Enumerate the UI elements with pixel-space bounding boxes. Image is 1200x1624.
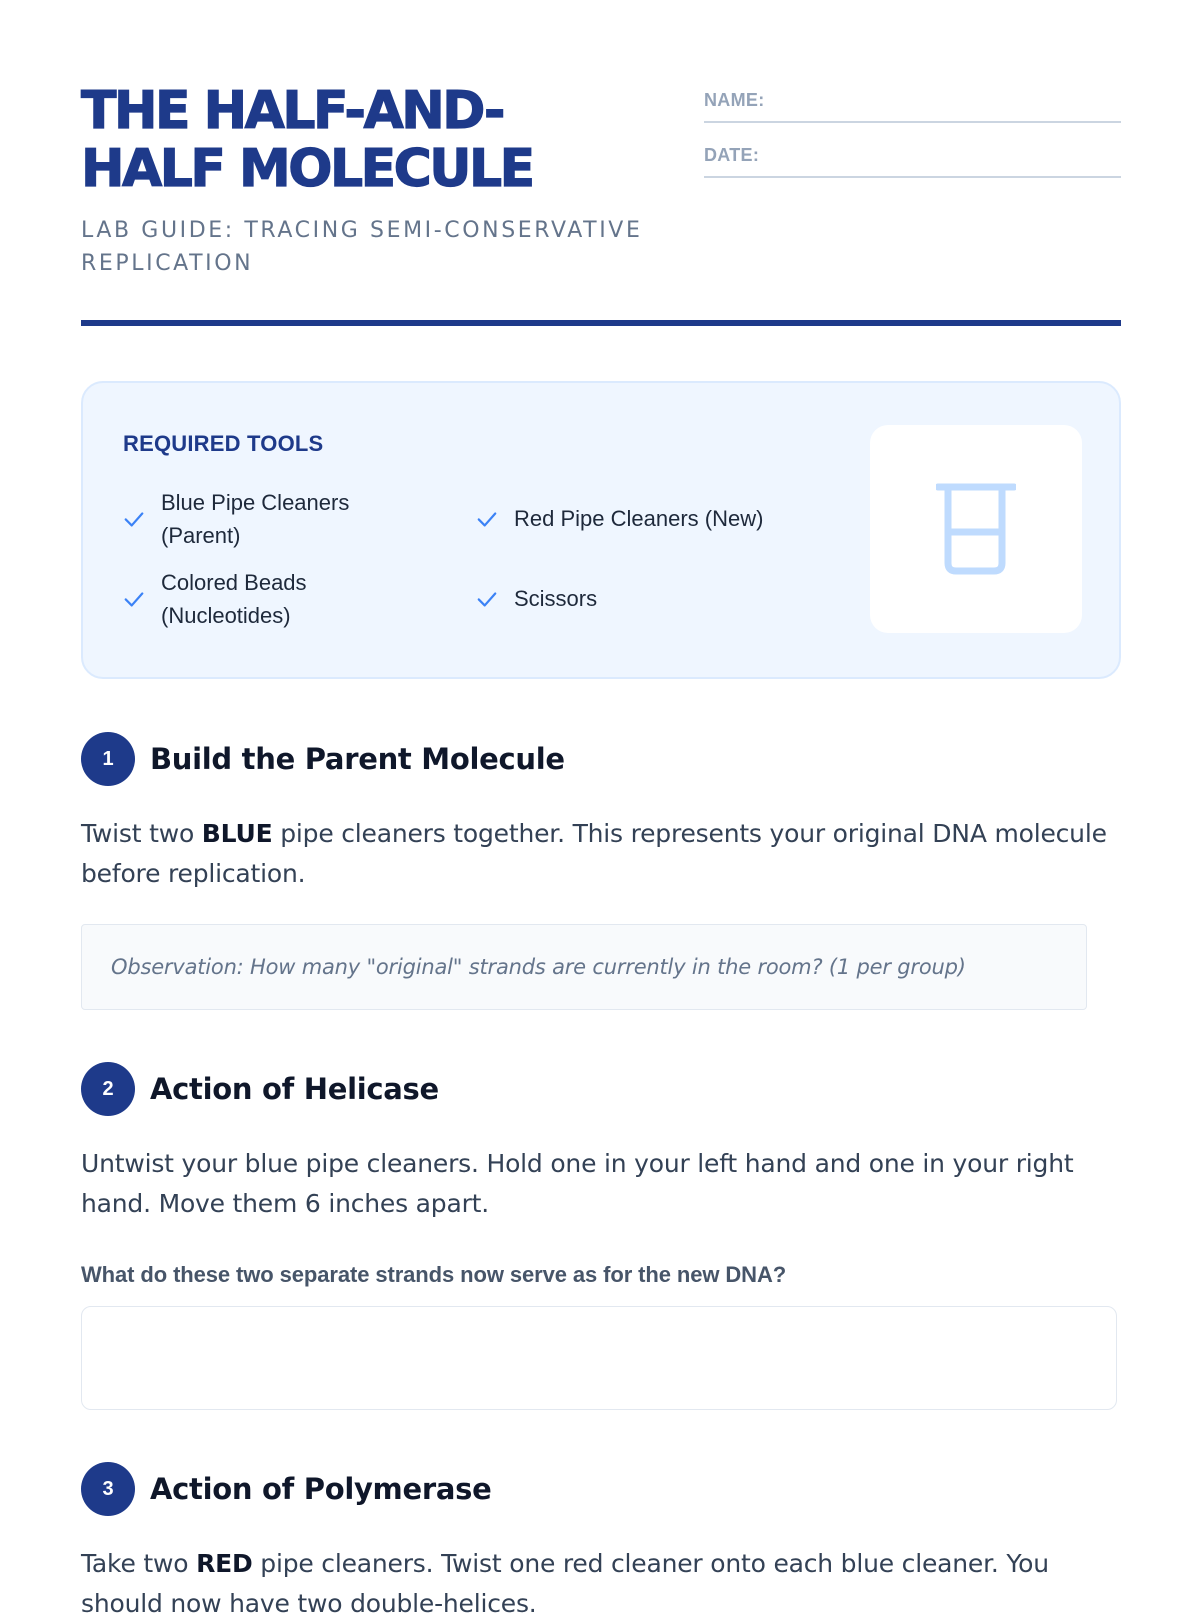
required-tools-title: REQUIRED TOOLS xyxy=(123,431,324,456)
date-label: DATE: xyxy=(704,145,760,165)
tool-label: Colored Beads (Nucleotides) xyxy=(161,570,307,628)
name-field[interactable] xyxy=(704,86,1121,123)
step-number-badge: 2 xyxy=(81,1062,135,1116)
worksheet-page xyxy=(81,0,1121,1618)
worksheet-header xyxy=(81,0,1121,328)
tool-item-colored-beads xyxy=(123,566,401,632)
student-info-fields xyxy=(704,86,1121,196)
check-icon xyxy=(123,508,145,530)
step-instructions xyxy=(81,1544,1121,1624)
step-number-badge: 3 xyxy=(81,1462,135,1516)
step-text-emphasis: BLUE xyxy=(201,819,273,848)
tool-label: Scissors xyxy=(514,586,598,611)
tool-label: Blue Pipe Cleaners (Parent) xyxy=(161,490,350,548)
check-icon xyxy=(476,588,498,610)
step-text-part: Take two xyxy=(81,1549,197,1578)
step-number-badge: 1 xyxy=(81,732,135,786)
check-icon xyxy=(476,508,498,530)
title-line-1: THE HALF-AND- xyxy=(81,81,503,141)
step-title: Action of Helicase xyxy=(150,1072,439,1106)
step-text-part: pipe cleaners. Twist one red cleaner onto each blue cleaner. You should now have two double-helices. xyxy=(81,1549,1049,1618)
answer-field[interactable] xyxy=(81,1306,1117,1410)
step-text-emphasis: RED xyxy=(196,1549,253,1578)
step-header xyxy=(81,1462,1121,1516)
observation-prompt: Observation: How many "original" strands are currently in the room? (1 per group) xyxy=(81,924,1087,1010)
required-tools-card xyxy=(81,381,1121,679)
step-title: Action of Polymerase xyxy=(150,1472,492,1506)
date-field[interactable] xyxy=(704,141,1121,178)
tool-item-blue-pipe-cleaners xyxy=(123,486,401,552)
page-subtitle: LAB GUIDE: TRACING SEMI-CONSERVATIVE REPLICATION xyxy=(81,218,643,276)
tool-item-scissors xyxy=(476,582,754,615)
question-label: What do these two separate strands now serve as for the new DNA? xyxy=(81,1262,787,1287)
page-title xyxy=(81,82,681,198)
step-header xyxy=(81,732,1121,786)
tools-illustration xyxy=(870,425,1082,633)
beaker-icon xyxy=(936,481,1016,577)
step-header xyxy=(81,1062,1121,1116)
step-2 xyxy=(81,1062,1121,1410)
step-title: Build the Parent Molecule xyxy=(150,742,565,776)
tool-item-red-pipe-cleaners xyxy=(476,502,834,535)
step-text-part: Twist two xyxy=(81,819,202,848)
name-label: NAME: xyxy=(704,90,765,110)
step-instructions xyxy=(81,814,1121,894)
step-1 xyxy=(81,732,1121,1010)
title-line-2: HALF MOLECULE xyxy=(81,139,533,199)
tool-label: Red Pipe Cleaners (New) xyxy=(514,506,764,531)
step-text-part: pipe cleaners together. This represents your original DNA molecule before replication. xyxy=(81,819,1107,888)
step-instructions: Untwist your blue pipe cleaners. Hold one in your left hand and one in your right hand. Move them 6 inches apart. xyxy=(81,1149,1074,1218)
header-divider xyxy=(81,320,1121,326)
check-icon xyxy=(123,588,145,610)
